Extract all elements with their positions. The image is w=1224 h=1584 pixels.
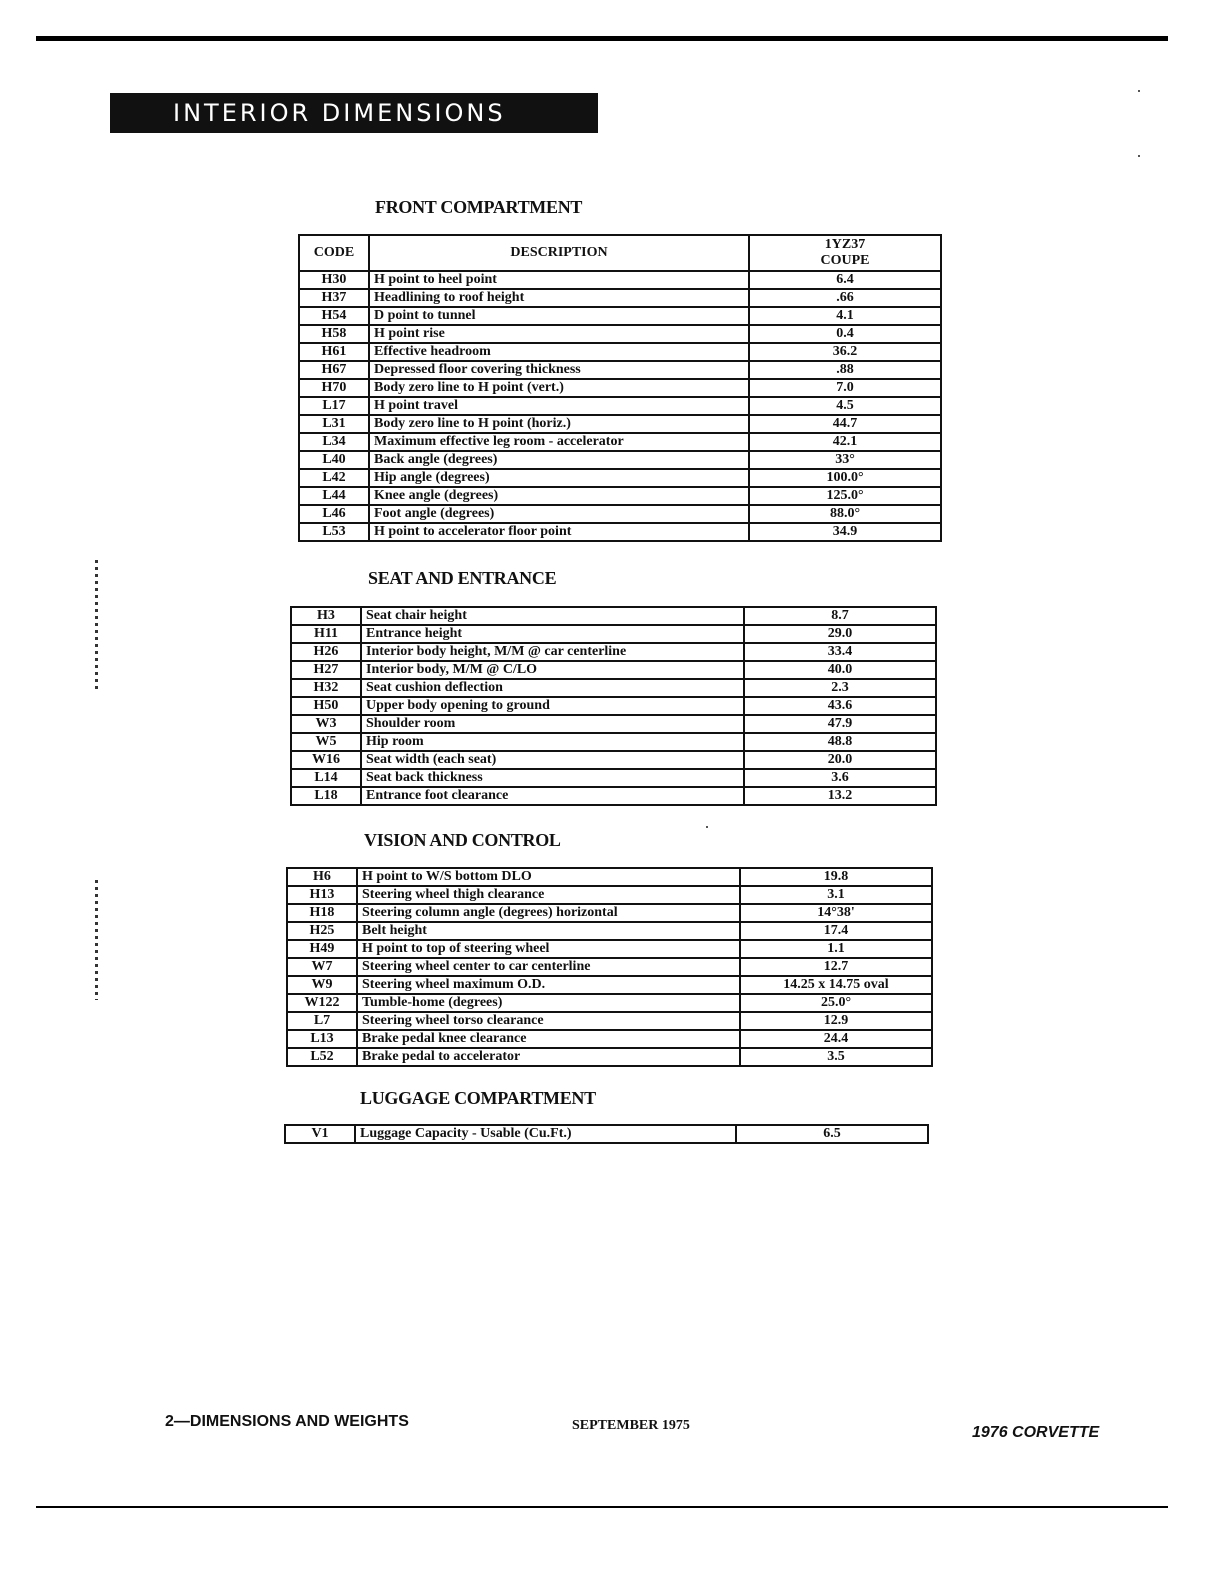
dimension-description: Seat back thickness (361, 769, 744, 787)
footer-date: SEPTEMBER 1975 (572, 1418, 690, 1433)
table-row (291, 661, 936, 679)
table-row (299, 379, 941, 397)
dimension-value: 88.0° (749, 505, 941, 523)
dimension-code: H37 (299, 289, 369, 307)
dimension-value: 6.5 (736, 1125, 928, 1143)
dimension-code: H54 (299, 307, 369, 325)
table-row (299, 271, 941, 289)
scan-speck (706, 826, 708, 828)
dimension-description: Headlining to roof height (369, 289, 749, 307)
dimension-description: D point to tunnel (369, 307, 749, 325)
table-row (291, 769, 936, 787)
dimension-code: W122 (287, 994, 357, 1012)
table-row (299, 397, 941, 415)
dimension-value: 14.25 x 14.75 oval (740, 976, 932, 994)
dimension-code: W9 (287, 976, 357, 994)
dimension-code: L53 (299, 523, 369, 541)
section-heading-vision-and-control: VISION AND CONTROL (364, 830, 561, 850)
dimension-description: H point to accelerator floor point (369, 523, 749, 541)
dimension-code: H25 (287, 922, 357, 940)
dimension-description: Steering column angle (degrees) horizontal (357, 904, 740, 922)
table-row (299, 289, 941, 307)
dimension-value: 29.0 (744, 625, 936, 643)
dimension-description: Hip room (361, 733, 744, 751)
section-heading-luggage-compartment: LUGGAGE COMPARTMENT (360, 1088, 596, 1108)
dimension-description: Tumble-home (degrees) (357, 994, 740, 1012)
table-row (299, 505, 941, 523)
dimension-description: Steering wheel center to car centerline (357, 958, 740, 976)
dimension-description: Body zero line to H point (vert.) (369, 379, 749, 397)
table-row (299, 433, 941, 451)
dimension-value: 36.2 (749, 343, 941, 361)
dimension-code: H26 (291, 643, 361, 661)
dimension-value: 12.7 (740, 958, 932, 976)
table-row (299, 325, 941, 343)
table-row (287, 1048, 932, 1066)
table-row (291, 625, 936, 643)
dimension-value: 4.5 (749, 397, 941, 415)
dimension-value: 25.0° (740, 994, 932, 1012)
dimension-code: H27 (291, 661, 361, 679)
dimension-value: 13.2 (744, 787, 936, 805)
table-row (291, 733, 936, 751)
dimension-code: H3 (291, 607, 361, 625)
table-row (285, 1125, 928, 1143)
dimension-description: Upper body opening to ground (361, 697, 744, 715)
dimension-value: 1.1 (740, 940, 932, 958)
dimension-description: Seat chair height (361, 607, 744, 625)
dimension-description: Belt height (357, 922, 740, 940)
dimension-value: 43.6 (744, 697, 936, 715)
table-row (291, 643, 936, 661)
dimension-description: Foot angle (degrees) (369, 505, 749, 523)
dimension-code: H61 (299, 343, 369, 361)
dimension-value: 47.9 (744, 715, 936, 733)
table-row (287, 958, 932, 976)
dimension-code: W7 (287, 958, 357, 976)
dimension-code: L17 (299, 397, 369, 415)
table-row (299, 523, 941, 541)
dimension-description: Interior body height, M/M @ car centerline (361, 643, 744, 661)
dimension-description: H point to top of steering wheel (357, 940, 740, 958)
table-row (287, 940, 932, 958)
section-heading-front-compartment: FRONT COMPARTMENT (375, 197, 583, 217)
table-row (299, 343, 941, 361)
section-heading-seat-and-entrance: SEAT AND ENTRANCE (368, 568, 557, 588)
dimension-code: H50 (291, 697, 361, 715)
dimension-code: L42 (299, 469, 369, 487)
table-row (291, 715, 936, 733)
dimension-description: H point travel (369, 397, 749, 415)
dimension-code: H11 (291, 625, 361, 643)
table-row (287, 1030, 932, 1048)
code-column-header: CODE (299, 235, 369, 271)
dimension-description: H point to heel point (369, 271, 749, 289)
table-row (299, 469, 941, 487)
dimension-description: H point rise (369, 325, 749, 343)
dimension-value: 0.4 (749, 325, 941, 343)
dimension-value: 40.0 (744, 661, 936, 679)
dimension-value: 34.9 (749, 523, 941, 541)
dimension-code: H18 (287, 904, 357, 922)
model-column-header (749, 235, 941, 271)
front-compartment-table (298, 234, 942, 542)
dimension-value: 3.6 (744, 769, 936, 787)
dimension-value: 24.4 (740, 1030, 932, 1048)
dimension-description: Depressed floor covering thickness (369, 361, 749, 379)
dimension-code: L52 (287, 1048, 357, 1066)
page-title: INTERIOR DIMENSIONS (110, 93, 598, 133)
dimension-description: Shoulder room (361, 715, 744, 733)
top-rule (36, 36, 1168, 41)
footer-section-label: 2—DIMENSIONS AND WEIGHTS (165, 1413, 409, 1430)
dimension-description: Brake pedal knee clearance (357, 1030, 740, 1048)
dimension-value: 12.9 (740, 1012, 932, 1030)
dimension-value: 33° (749, 451, 941, 469)
dimension-value: 44.7 (749, 415, 941, 433)
dimension-description: Interior body, M/M @ C/LO (361, 661, 744, 679)
dimension-code: H58 (299, 325, 369, 343)
table-row (299, 415, 941, 433)
table-row (291, 697, 936, 715)
dimension-description: Knee angle (degrees) (369, 487, 749, 505)
table-row (291, 679, 936, 697)
table-header-row (299, 235, 941, 271)
dimension-code: L18 (291, 787, 361, 805)
dimension-description: Entrance height (361, 625, 744, 643)
dimension-value: .88 (749, 361, 941, 379)
dimension-value: 2.3 (744, 679, 936, 697)
table-row (287, 886, 932, 904)
dimension-description: H point to W/S bottom DLO (357, 868, 740, 886)
table-row (299, 361, 941, 379)
dimension-description: Seat width (each seat) (361, 751, 744, 769)
dimension-value: 125.0° (749, 487, 941, 505)
dimension-code: L31 (299, 415, 369, 433)
dimension-value: 4.1 (749, 307, 941, 325)
dimension-value: 17.4 (740, 922, 932, 940)
dimension-code: H6 (287, 868, 357, 886)
dimension-code: H13 (287, 886, 357, 904)
dimension-code: W5 (291, 733, 361, 751)
dimension-value: 33.4 (744, 643, 936, 661)
dimension-code: H32 (291, 679, 361, 697)
dimension-code: H49 (287, 940, 357, 958)
luggage-compartment-table (284, 1124, 929, 1144)
dimension-description: Entrance foot clearance (361, 787, 744, 805)
table-row (299, 487, 941, 505)
dimension-code: L7 (287, 1012, 357, 1030)
dimension-value: 20.0 (744, 751, 936, 769)
dimension-description: Seat cushion deflection (361, 679, 744, 697)
dimension-description: Body zero line to H point (horiz.) (369, 415, 749, 433)
dimension-description: Steering wheel thigh clearance (357, 886, 740, 904)
dimension-code: H30 (299, 271, 369, 289)
dimension-value: 100.0° (749, 469, 941, 487)
table-row (287, 904, 932, 922)
table-row (287, 922, 932, 940)
dimension-value: .66 (749, 289, 941, 307)
dimension-value: 8.7 (744, 607, 936, 625)
dimension-description: Maximum effective leg room - accelerator (369, 433, 749, 451)
table-row (291, 751, 936, 769)
dimension-value: 7.0 (749, 379, 941, 397)
dimension-value: 14°38' (740, 904, 932, 922)
dimension-code: W16 (291, 751, 361, 769)
dimension-value: 42.1 (749, 433, 941, 451)
table-row (299, 307, 941, 325)
dimension-code: L34 (299, 433, 369, 451)
vision-and-control-table (286, 867, 933, 1067)
model-code: 1YZ37 (824, 237, 866, 252)
dimension-value: 3.1 (740, 886, 932, 904)
table-row (287, 1012, 932, 1030)
dimension-description: Hip angle (degrees) (369, 469, 749, 487)
scan-speck (1138, 90, 1140, 92)
footer-model: 1976 CORVETTE (972, 1424, 1100, 1441)
dimension-description: Luggage Capacity - Usable (Cu.Ft.) (355, 1125, 736, 1143)
seat-and-entrance-table (290, 606, 937, 806)
scan-speck (1138, 155, 1140, 157)
table-row (287, 976, 932, 994)
description-column-header: DESCRIPTION (369, 235, 749, 271)
dimension-description: Brake pedal to accelerator (357, 1048, 740, 1066)
dimension-description: Steering wheel torso clearance (357, 1012, 740, 1030)
bottom-rule (36, 1506, 1168, 1508)
table-row (291, 607, 936, 625)
scan-margin-mark (95, 560, 98, 690)
dimension-code: H70 (299, 379, 369, 397)
table-row (291, 787, 936, 805)
model-body-style: COUPE (820, 253, 870, 268)
dimension-description: Steering wheel maximum O.D. (357, 976, 740, 994)
dimension-code: L44 (299, 487, 369, 505)
dimension-code: W3 (291, 715, 361, 733)
table-row (287, 994, 932, 1012)
dimension-value: 3.5 (740, 1048, 932, 1066)
dimension-value: 19.8 (740, 868, 932, 886)
dimension-code: L40 (299, 451, 369, 469)
table-row (299, 451, 941, 469)
dimension-value: 48.8 (744, 733, 936, 751)
dimension-code: H67 (299, 361, 369, 379)
dimension-value: 6.4 (749, 271, 941, 289)
dimension-code: L14 (291, 769, 361, 787)
dimension-description: Effective headroom (369, 343, 749, 361)
scan-margin-mark (95, 880, 98, 1000)
dimension-code: V1 (285, 1125, 355, 1143)
dimension-description: Back angle (degrees) (369, 451, 749, 469)
table-row (287, 868, 932, 886)
dimension-code: L46 (299, 505, 369, 523)
dimension-code: L13 (287, 1030, 357, 1048)
